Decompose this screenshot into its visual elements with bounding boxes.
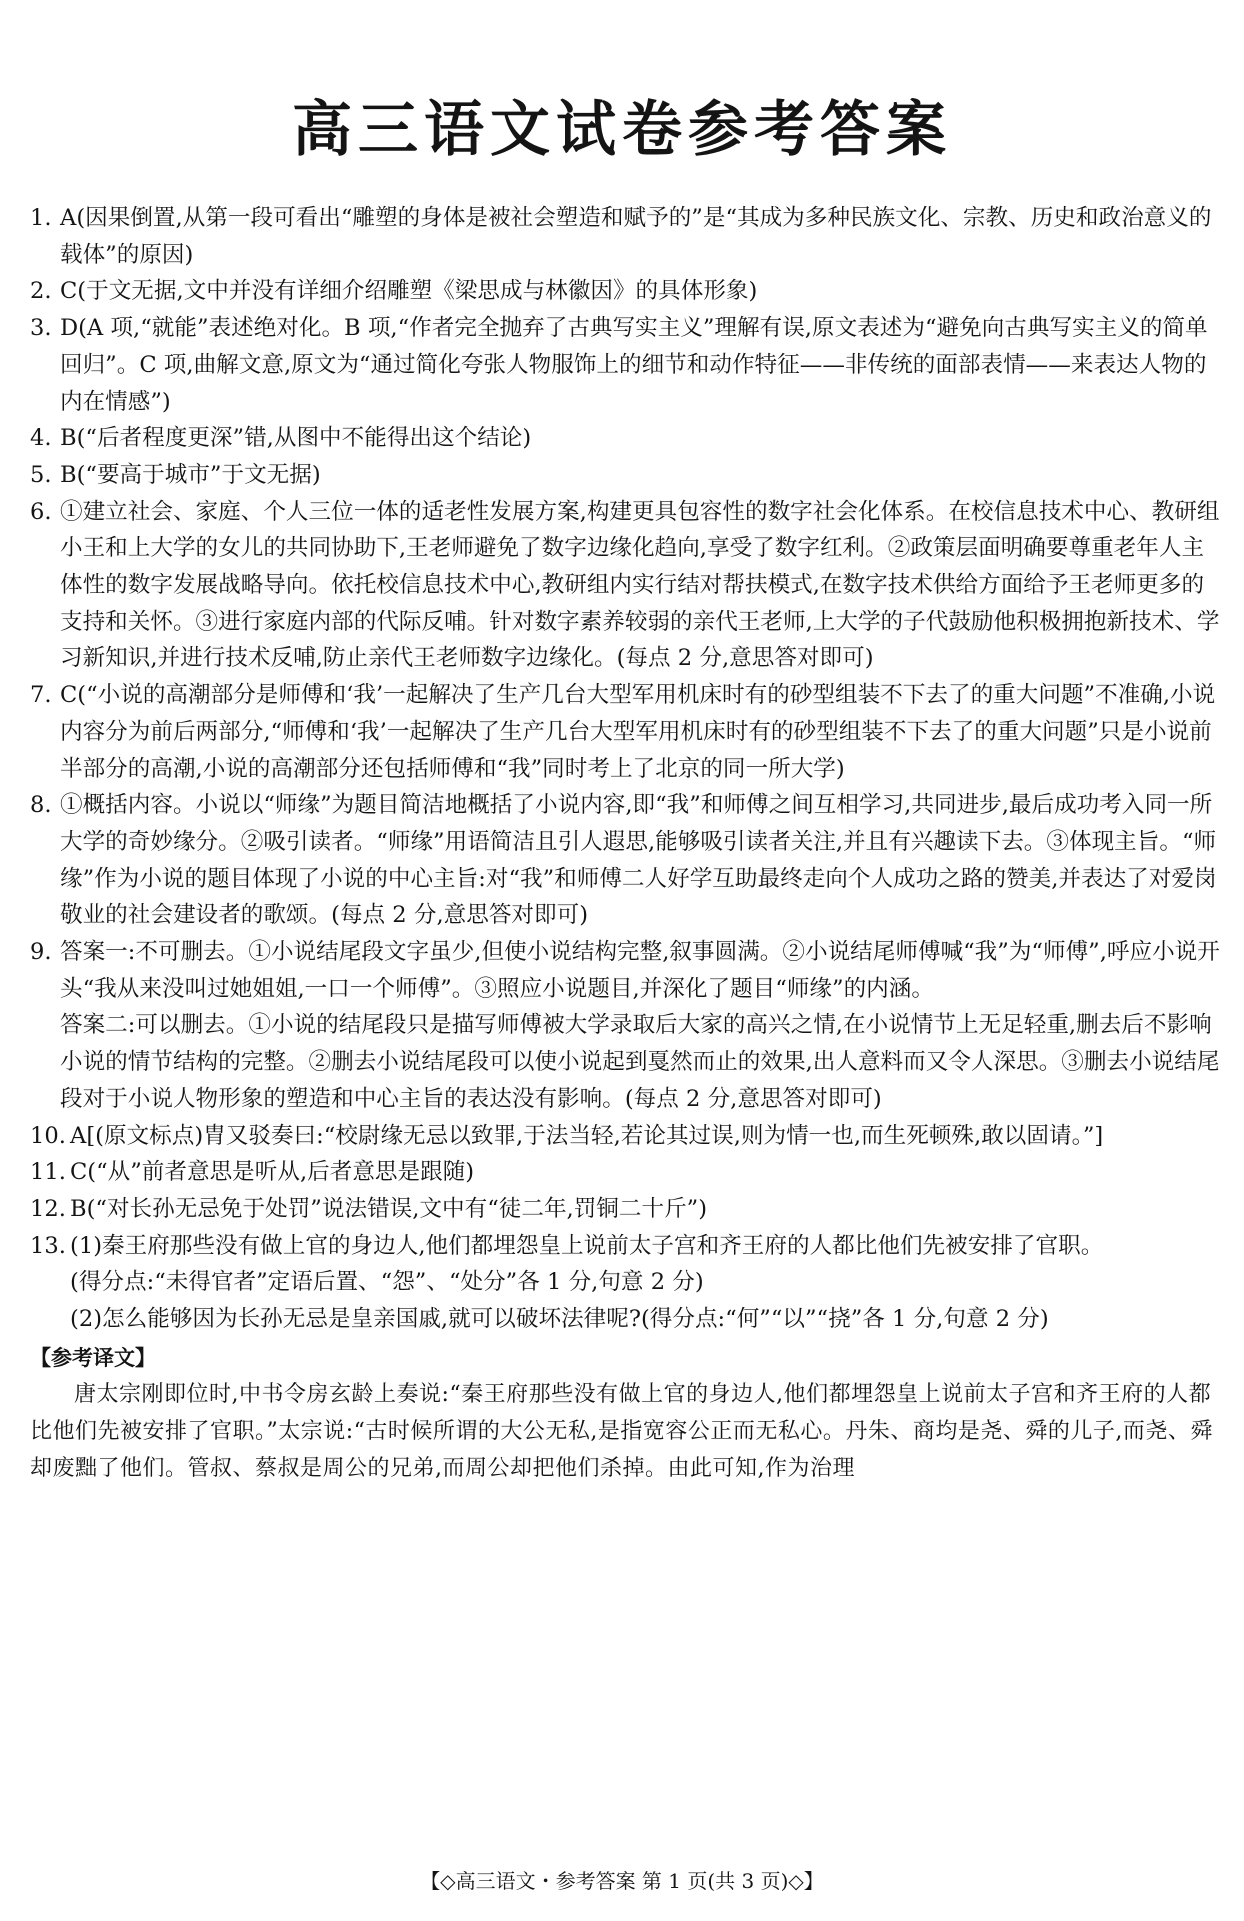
answer-text: ①建立社会、家庭、个人三位一体的适老性发展方案,构建更具包容性的数字社会化体系。在校信息技术中心、教研组小王和上大学的女儿的共同协助下,王老师避免了数字边缘化趋向,享受了数字红利。②政策层面明确要尊重老年人主体性的数字发展战略导向。依托校信息技术中心,教研组内实行结对帮扶模式,在数字技术供给方面给予王老师更多的支持和关怀。③进行家庭内部的代际反哺。针对数字素养较弱的亲代王老师,上大学的子代鼓励他积极拥抱新技术、学习新知识,并进行技术反哺,防止亲代王老师数字边缘化。(每点 2 分,意思答对即可)	[60, 498, 1220, 672]
answer-number: 2.	[30, 278, 52, 305]
answer-item-8	[30, 787, 1220, 934]
answer-number: 10.	[30, 1122, 66, 1149]
translation-text: 唐太宗刚即位时,中书令房玄龄上奏说:“秦王府那些没有做上官的身边人,他们都埋怨皇上说前太子宫和齐王府的人都比他们先被安排了官职。”太宗说:“古时候所谓的大公无私,是指宽容公正而无私心。丹朱、商均是尧、舜的儿子,而尧、舜却废黜了他们。管叔、蔡叔是周公的兄弟,而周公却把他们杀掉。由此可知,作为治理	[30, 1381, 1213, 1481]
answer-item-9	[30, 934, 1220, 1118]
answer-text-alt: 答案二:可以删去。①小说的结尾段只是描写师傅被大学录取后大家的高兴之情,在小说情节上无足轻重,删去后不影响小说的情节结构的完整。②删去小说结尾段可以使小说起到戛然而止的效果,出人意料而又令人深思。③删去小说结尾段对于小说人物形象的塑造和中心主旨的表达没有影响。(每点 2 分,意思答对即可)	[60, 1012, 1220, 1112]
answer-number: 13.	[30, 1232, 66, 1259]
answer-number: 11.	[30, 1159, 66, 1186]
answer-text: 答案一:不可删去。①小说结尾段文字虽少,但使小说结构完整,叙事圆满。②小说结尾师傅喊“我”为“师傅”,呼应小说开头“我从来没叫过她姐姐,一口一个师傅”。③照应小说题目,并深化了题目“师缘”的内涵。	[60, 939, 1220, 1002]
answer-number: 6.	[30, 498, 52, 525]
answer-text: B(“后者程度更深”错,从图中不能得出这个结论)	[60, 425, 532, 452]
answer-number: 7.	[30, 682, 52, 709]
answer-number: 12.	[30, 1195, 66, 1222]
answer-number: 8.	[30, 792, 52, 819]
answer-item-6	[30, 494, 1220, 678]
page-footer: 【◇高三语文・参考答案 第 1 页(共 3 页)◇】	[420, 1869, 824, 1893]
answer-text: C(于文无据,文中并没有详细介绍雕塑《梁思成与林徽因》的具体形象)	[60, 278, 758, 305]
answer-text: A(因果倒置,从第一段可看出“雕塑的身体是被社会塑造和赋予的”是“其成为多种民族文化、宗教、历史和政治意义的载体”的原因)	[60, 205, 1212, 268]
answer-text-part2: (2)怎么能够因为长孙无忌是皇亲国戚,就可以破坏法律呢?(得分点:“何”“以”“挠”各 1 分,句意 2 分)	[70, 1306, 1049, 1333]
translation-header: 【参考译文】	[30, 1345, 156, 1370]
answer-number: 1.	[30, 205, 52, 231]
answer-text: C(“小说的高潮部分是师傅和‘我’一起解决了生产几台大型军用机床时有的砂型组装不下去了的重大问题”不准确,小说内容分为前后两部分,“师傅和‘我’一起解决了生产几台大型军用机床时有的砂型组装不下去了的重大问题”只是小说前半部分的高潮,小说的高潮部分还包括师傅和“我”同时考上了北京的同一所大学)	[60, 682, 1216, 782]
answer-item-11	[30, 1154, 1220, 1191]
answer-scoring-note: (得分点:“未得官者”定语后置、“怨”、“处分”各 1 分,句意 2 分)	[70, 1269, 704, 1296]
answers-content	[30, 200, 1220, 1487]
answer-item-4	[30, 420, 1220, 457]
answer-number: 9.	[30, 939, 52, 966]
answer-text: C(“从”前者意思是听从,后者意思是跟随)	[70, 1159, 475, 1186]
answer-text: A[(原文标点)胄又驳奏曰:“校尉缘无忌以致罪,于法当轻,若论其过误,则为情一也,而生死顿殊,敢以固请。”]	[70, 1122, 1104, 1149]
answer-number: 3.	[30, 315, 52, 342]
answer-item-1	[30, 200, 1220, 273]
answer-item-5	[30, 457, 1220, 494]
answer-item-3	[30, 310, 1220, 420]
answer-number: 5.	[30, 461, 52, 488]
answer-text: B(“要高于城市”于文无据)	[60, 461, 321, 488]
answer-number: 4.	[30, 425, 52, 452]
answer-item-10	[30, 1118, 1220, 1155]
answer-item-2	[30, 273, 1220, 310]
answer-text: (1)秦王府那些没有做上官的身边人,他们都埋怨皇上说前太子宫和齐王府的人都比他们先被安排了官职。	[70, 1232, 1104, 1259]
answer-text: B(“对长孙无忌免于处罚”说法错误,文中有“徒二年,罚铜二十斤”)	[70, 1195, 708, 1222]
answer-item-12	[30, 1191, 1220, 1228]
answer-text: D(A 项,“就能”表述绝对化。B 项,“作者完全抛弃了古典写实主义”理解有误,原文表述为“避免向古典写实主义的简单回归”。C 项,曲解文意,原文为“通过简化夸张人物服饰上的细节和动作特征——非传统的面部表情——来表达人物的内在情感”)	[60, 315, 1208, 415]
answer-item-13	[30, 1228, 1220, 1338]
answer-text: ①概括内容。小说以“师缘”为题目简洁地概括了小说内容,即“我”和师傅之间互相学习,共同进步,最后成功考入同一所大学的奇妙缘分。②吸引读者。“师缘”用语简洁且引人遐思,能够吸引读者关注,并且有兴趣读下去。③体现主旨。“师缘”作为小说的题目体现了小说的中心主旨:对“我”和师傅二人好学互助最终走向个人成功之路的赞美,并表达了对爱岗敬业的社会建设者的歌颂。(每点 2 分,意思答对即可)	[60, 792, 1217, 929]
answer-item-7	[30, 677, 1220, 787]
page-title: 高三语文试卷参考答案	[292, 95, 952, 165]
